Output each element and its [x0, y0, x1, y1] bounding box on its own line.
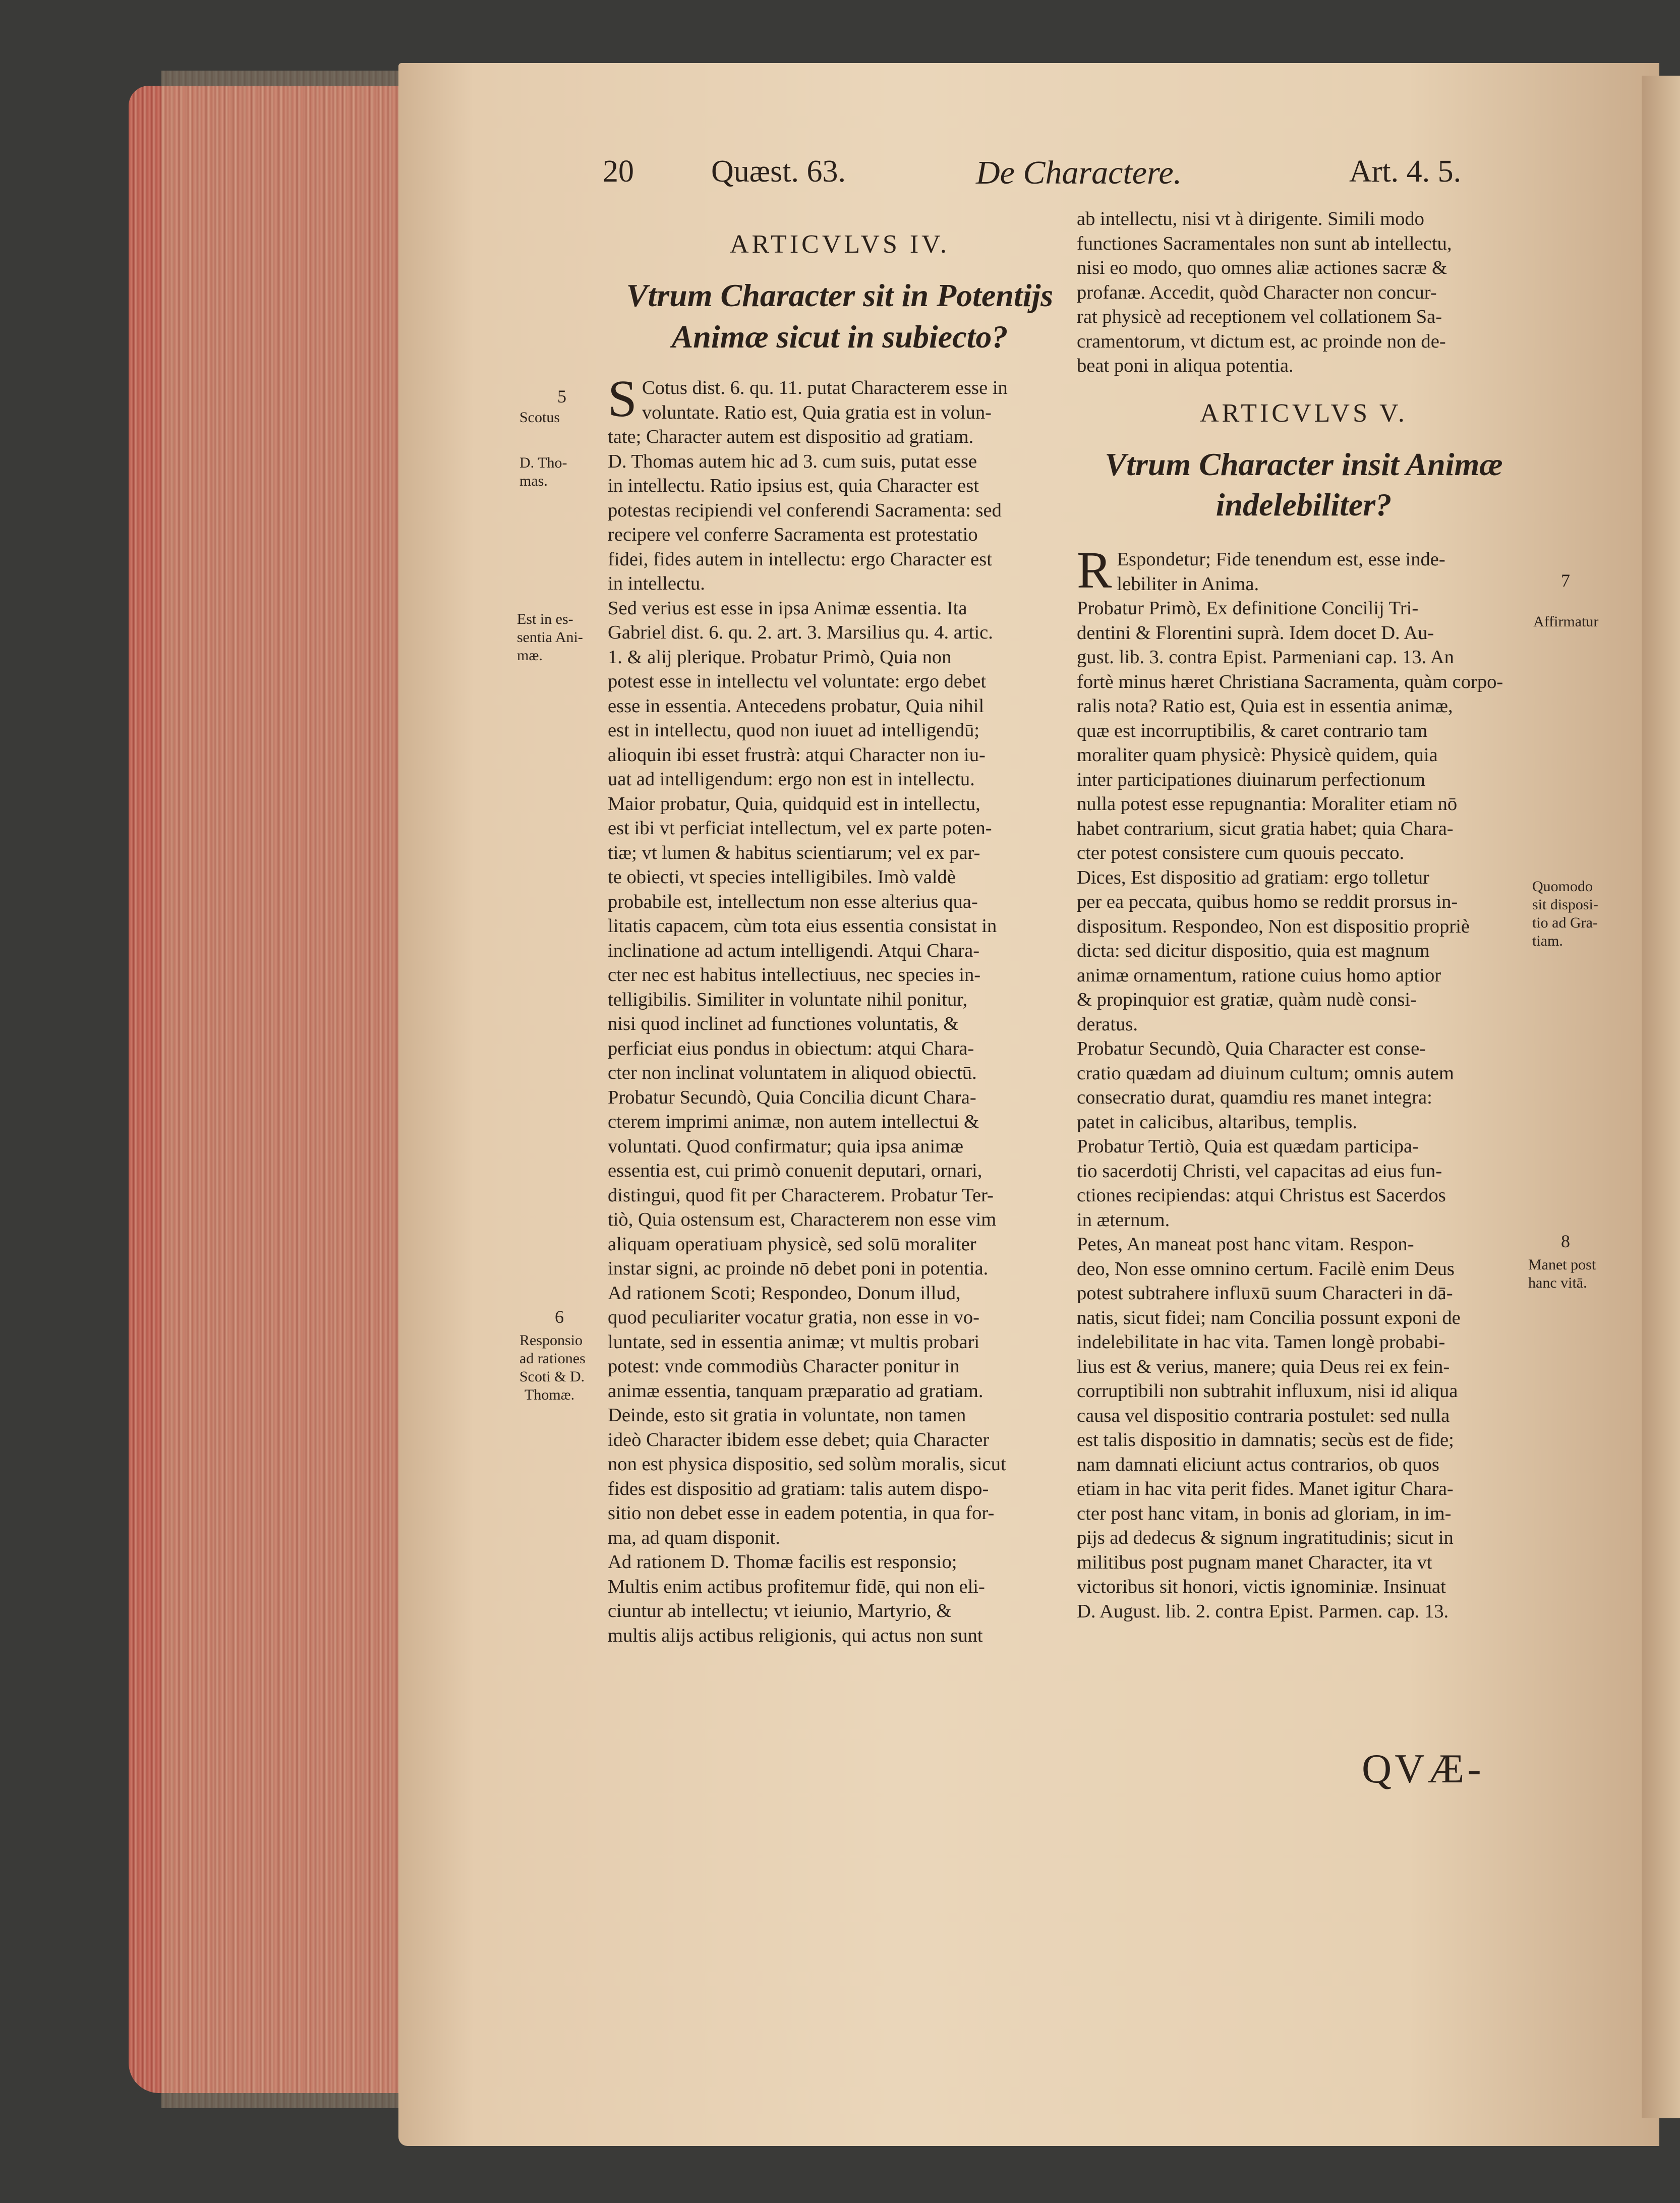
article-4-text-line: esse in essentia. Antecedens probatur, Quia nihil	[608, 695, 984, 717]
article-4-text-line: voluntate. Ratio est, Quia gratia est in volun-	[642, 401, 992, 423]
article-4-text-line: inclinatione ad actum intelligendi. Atqui Chara-	[608, 940, 980, 961]
article-5-text-line: Espondetur; Fide tenendum est, esse inde-	[1117, 549, 1445, 570]
article-5-text-line: natis, sicut fidei; nam Concilia possunt exponi de	[1077, 1307, 1461, 1328]
margin-note-manet-2: hanc vitā.	[1528, 1274, 1587, 1291]
article-4-text-line: cterem imprimi animæ, non autem intellectui &	[608, 1111, 979, 1132]
article-4-continuation	[1077, 207, 1531, 378]
article-4-text-line: cter nec est habitus intellectiuus, nec species in-	[608, 964, 981, 985]
article-5-text-line: consecratio durat, quamdiu res manet integra:	[1077, 1087, 1432, 1108]
article-4-text-line: Cotus dist. 6. qu. 11. putat Characterem esse in	[642, 377, 1008, 398]
margin-note-thomas-2: mas.	[519, 473, 548, 489]
article-5-text-line: lius est & verius, manere; quia Deus rei ex fein-	[1077, 1356, 1450, 1377]
margin-note-essentia-2: sentia Ani-	[517, 629, 583, 646]
continuation-text-line: cramentorum, vt dictum est, ac proinde non de-	[1077, 330, 1446, 352]
article-4-text-line: D. Thomas autem hic ad 3. cum suis, putat esse	[608, 450, 977, 472]
margin-note-quomodo-4: tiam.	[1532, 933, 1563, 949]
margin-note-affirmatur: Affirmatur	[1533, 613, 1599, 630]
article-4-text-line: est in intellectu, quod non iuuet ad intelligendū;	[608, 720, 980, 741]
book-page-edges-highlight	[161, 71, 398, 2108]
article-4-text-line: ciuntur ab intellectu; vt ieiunio, Martyrio, &	[608, 1600, 952, 1621]
article-5-text-line: habet contrarium, sicut gratia habet; quia Chara-	[1077, 818, 1454, 839]
article-4-text-line: tiò, Quia ostensum est, Characterem non esse vim	[608, 1209, 997, 1230]
article-4-text-line: sitio non debet esse in eadem potentia, in qua for-	[608, 1502, 995, 1524]
article-4-text-line: ideò Character ibidem esse debet; quia Character	[608, 1429, 990, 1451]
article-5-text-line: animæ ornamentum, ratione cuius homo aptior	[1077, 964, 1441, 986]
article-4-text-line: voluntati. Quod confirmatur; quia ipsa animæ	[608, 1135, 963, 1157]
article-5-text-line: etiam in hac vita perit fides. Manet igitur Chara-	[1077, 1478, 1454, 1499]
article-4-text-line: tiæ; vt lumen & habitus scientiarum; vel ex par-	[608, 842, 980, 863]
article-4-question-line1: Vtrum Character sit in Potentijs	[626, 277, 1054, 313]
article-4-text-line: non est physica dispositio, sed solùm moralis, sicut	[608, 1454, 1006, 1475]
margin-note-responsio-4: Thomæ.	[525, 1386, 575, 1403]
article-4-text-line: te obiecti, vt species intelligibiles. Imò valdè	[608, 866, 956, 888]
article-5-text-line: victoribus sit honori, victis ignominiæ. Insinuat	[1077, 1576, 1446, 1597]
article-4-text-line: animæ essentia, tanquam præparatio ad gratiam.	[608, 1380, 983, 1402]
article-5-text-line: cratio quædam ad diuinum cultum; omnis autem	[1077, 1062, 1454, 1084]
margin-note-essentia-1: Est in es-	[517, 611, 573, 627]
article-5-text-line: corruptibili non subtrahit influxum, nisi id aliqua	[1077, 1380, 1458, 1402]
margin-number-6: 6	[555, 1307, 564, 1327]
article-5-text-line: patet in calicibus, altaribus, templis.	[1077, 1111, 1358, 1133]
article-4-text-line: Ad rationem Scoti; Respondeo, Donum illud,	[608, 1282, 961, 1304]
article-4-text-line: nisi quod inclinet ad functiones voluntatis, &	[608, 1013, 959, 1034]
article-4-text	[608, 370, 1072, 1648]
article-5-text-line: & propinquior est gratiæ, quàm nudè consi-	[1077, 989, 1417, 1010]
dropcap-s: S	[608, 370, 637, 428]
article-range: Art. 4. 5.	[1349, 154, 1462, 189]
article-4-text-line: litatis capacem, cùm tota eius essentia consistat in	[608, 915, 997, 937]
article-5-text-line: Probatur Secundò, Quia Character est conse-	[1077, 1038, 1426, 1059]
running-title: De Charactere.	[976, 154, 1182, 191]
article-5-question-line1: Vtrum Character insit Animæ	[1105, 446, 1503, 482]
article-5-text-line: D. August. lib. 2. contra Epist. Parmen. cap. 13.	[1077, 1600, 1449, 1622]
margin-note-responsio-1: Responsio	[519, 1332, 583, 1349]
article-5-text-line: potest subtrahere influxū suum Characteri in dā-	[1077, 1283, 1453, 1304]
continuation-text-line: beat poni in aliqua potentia.	[1077, 355, 1294, 376]
article-5-text-line: in æternum.	[1077, 1209, 1170, 1231]
article-4-text-line: in intellectu. Ratio ipsius est, quia Character est	[608, 475, 979, 496]
margin-note-quomodo-3: tio ad Gra-	[1532, 914, 1598, 931]
article-5-text-line: deratus.	[1077, 1013, 1138, 1035]
article-4-question-line2: Animæ sicut in subiecto?	[671, 319, 1008, 355]
article-4-body	[608, 370, 1072, 1648]
article-4-text-line: Ad rationem D. Thomæ facilis est responsio;	[608, 1551, 957, 1573]
continuation-text-line: nisi eo modo, quo omnes aliæ actiones sacræ &	[1077, 257, 1447, 278]
margin-number-8: 8	[1561, 1231, 1570, 1251]
continuation-text-line: profanæ. Accedit, quòd Character non concur-	[1077, 281, 1437, 303]
article-4-text-line: Gabriel dist. 6. qu. 2. art. 3. Marsilius qu. 4. artic.	[608, 622, 993, 643]
article-4-text-line: essentia est, cui primò conuenit deputari, ornari,	[608, 1160, 982, 1181]
article-4-text-line: alioquin ibi esset frustrà: atqui Character non iu-	[608, 744, 986, 766]
article-5-text	[1077, 541, 1531, 1624]
article-5-text-line: dentini & Florentini suprà. Idem docet D. Au-	[1077, 622, 1434, 644]
article-5-text-line: tio sacerdotij Christi, vel capacitas ad eius fun-	[1077, 1160, 1442, 1182]
article-5-text-line: cter post hanc vitam, in bonis ad gloriam, in im-	[1077, 1502, 1452, 1524]
article-5-text-line: nam damnati eliciunt actus contrarios, ob quos	[1077, 1454, 1439, 1475]
article-4-text-line: Deinde, esto sit gratia in voluntate, non tamen	[608, 1405, 966, 1426]
article-5-text-line: dicta: sed dicitur dispositio, quia est magnum	[1077, 940, 1430, 961]
article-4-text-line: Probatur Secundò, Quia Concilia dicunt Chara-	[608, 1086, 976, 1108]
article-5-text-line: Dices, Est dispositio ad gratiam: ergo tolletur	[1077, 866, 1429, 888]
article-4-text-line: cter non inclinat voluntatem in aliquod obiectū.	[608, 1062, 977, 1083]
question-number: Quæst. 63.	[711, 154, 846, 189]
article-4-text-line: in intellectu.	[608, 573, 705, 594]
page-number: 20	[603, 154, 634, 189]
article-5-text-line: pijs ad dedecus & signum ingratitudinis; sicut in	[1077, 1527, 1454, 1548]
article-5-heading: ARTICVLVS V.	[1200, 399, 1408, 428]
article-4-text-line: 1. & alij plerique. Probatur Primò, Quia non	[608, 646, 952, 668]
article-4-text-line: fides est dispositio ad gratiam: talis autem dispo-	[608, 1478, 989, 1499]
article-4-text-line: quod peculiariter vocatur gratia, non esse in vo-	[608, 1307, 980, 1328]
article-4-text-line: instar signi, ac proinde nō debet poni in potentia.	[608, 1258, 989, 1279]
article-4-text-line: potest esse in intellectu vel voluntate: ergo debet	[608, 671, 987, 692]
article-5-text-line: deo, Non esse omnino certum. Facilè enim Deus	[1077, 1258, 1455, 1280]
article-4-text-line: probabile est, intellectum non esse alterius qua-	[608, 891, 978, 912]
article-5-text-line: cter potest consistere cum quouis peccato.	[1077, 842, 1405, 863]
article-5-text-line: Probatur Tertiò, Quia est quædam participa-	[1077, 1136, 1419, 1157]
article-5-text-line: gust. lib. 3. contra Epist. Parmeniani cap. 13. An	[1077, 647, 1454, 668]
article-4-text-line: potest: vnde commodiùs Character ponitur in	[608, 1356, 960, 1377]
margin-note-manet-1: Manet post	[1528, 1256, 1596, 1273]
article-5-text-line: ctiones recipiendas: atqui Christus est Sacerdos	[1077, 1185, 1446, 1206]
dropcap-r: R	[1077, 541, 1112, 599]
article-4-text-line: fidei, fides autem in intellectu: ergo Character est	[608, 548, 992, 570]
article-5-question-line2: indelebiliter?	[1215, 487, 1392, 523]
continuation-text-line: ab intellectu, nisi vt à dirigente. Simili modo	[1077, 208, 1424, 229]
article-5-text-line: Probatur Primò, Ex definitione Concilij Tri-	[1077, 598, 1419, 619]
article-4-text-line: multis alijs actibus religionis, qui actus non sunt	[608, 1625, 983, 1646]
article-4-text-line: luntate, sed in essentia animæ; vt multis probari	[608, 1331, 980, 1353]
margin-number-7: 7	[1561, 570, 1570, 591]
running-header	[603, 154, 1531, 194]
article-5-text-line: dispositum. Respondeo, Non est dispositio propriè	[1077, 915, 1470, 937]
margin-note-quomodo-1: Quomodo	[1532, 878, 1593, 895]
margin-note-responsio-3: Scoti & D.	[519, 1368, 585, 1385]
margin-note-quomodo-2: sit disposi-	[1532, 896, 1598, 913]
facing-page-edge	[1642, 76, 1680, 2118]
margin-note-responsio-2: ad rationes	[519, 1350, 586, 1367]
article-5-text-line: per ea peccata, quibus homo se reddit prorsus in-	[1077, 891, 1458, 912]
article-5-text-line: militibus post pugnam manet Character, ita vt	[1077, 1551, 1432, 1573]
article-5-text-line: quæ est incorruptibilis, & caret contrario tam	[1077, 720, 1428, 741]
article-5-text-line: est talis dispositio in damnatis; secùs est de fide;	[1077, 1429, 1454, 1451]
margin-note-thomas-1: D. Tho-	[519, 454, 567, 471]
article-4-text-line: Sed verius est esse in ipsa Animæ essentia. Ita	[608, 597, 967, 619]
margin-number-5: 5	[557, 386, 566, 407]
article-4-text-line: potestas recipiendi vel conferendi Sacramenta: sed	[608, 499, 1002, 521]
article-4-text-line: Maior probatur, Quia, quidquid est in intellectu,	[608, 793, 980, 815]
article-5-text-line: moraliter quam physicè: Physicè quidem, quia	[1077, 744, 1438, 766]
article-4-text-line: distingui, quod fit per Characterem. Probatur Ter-	[608, 1184, 994, 1206]
article-5-body	[1077, 541, 1531, 1624]
article-4-text-line: uat ad intelligendum: ergo non est in intellectu.	[608, 769, 975, 790]
article-4-text-line: aliquam operatiuam physicè, sed solū moraliter	[608, 1233, 976, 1255]
article-5-text-line: nulla potest esse repugnantia: Moraliter etiam nō	[1077, 793, 1458, 815]
article-4-text-line: telligibilis. Similiter in voluntate nihil ponitur,	[608, 989, 968, 1010]
margin-note-scotus: Scotus	[519, 409, 560, 426]
article-5-text-line: inter participationes diuinarum perfectionum	[1077, 769, 1425, 790]
continuation-text-line: rat physicè ad receptionem vel collationem Sa-	[1077, 306, 1442, 327]
article-4-text-line: Multis enim actibus profitemur fidē, qui non eli-	[608, 1576, 985, 1597]
article-4-heading: ARTICVLVS IV.	[729, 230, 950, 259]
continuation-text-line: functiones Sacramentales non sunt ab intellectu,	[1077, 233, 1452, 254]
article-5-text-line: causa vel dispositio contraria postulet: sed nulla	[1077, 1405, 1450, 1426]
article-4-text-line: ma, ad quam disponit.	[608, 1527, 780, 1548]
article-5-text-line: lebiliter in Anima.	[1117, 573, 1259, 595]
article-5-text-line: Petes, An maneat post hanc vitam. Respon-	[1077, 1234, 1414, 1255]
margin-note-essentia-3: mæ.	[517, 647, 543, 664]
catchword: QVÆ-	[1362, 1746, 1484, 1791]
article-4-text-line: tate; Character autem est dispositio ad gratiam.	[608, 426, 974, 447]
article-4-text-line: recipere vel conferre Sacramenta est protestatio	[608, 524, 978, 545]
article-5-text-line: indelebilitate in hac vita. Tamen longè probabi-	[1077, 1331, 1445, 1353]
article-5-text-line: fortè minus hæret Christiana Sacramenta, quàm corpo-	[1077, 671, 1503, 692]
article-5-text-line: ralis nota? Ratio est, Quia est in essentia animæ,	[1077, 695, 1453, 717]
article-4-text-line: perficiat eius pondus in obiectum: atqui Chara-	[608, 1037, 974, 1059]
article-4-text-line: est ibi vt perficiat intellectum, vel ex parte poten-	[608, 818, 992, 839]
continuation-text	[1077, 207, 1531, 378]
